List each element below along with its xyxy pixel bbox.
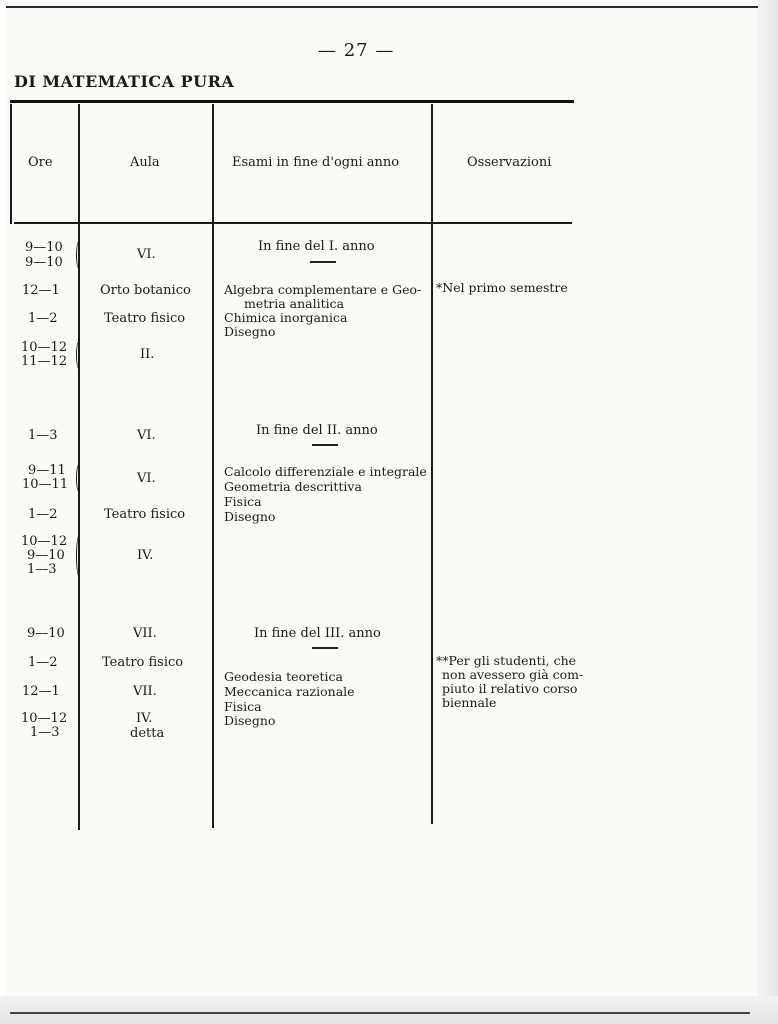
esami-cell: metria analitica <box>244 296 345 311</box>
esami-cell: Geodesia teoretica <box>224 669 343 684</box>
header-bottom-rule <box>14 222 572 224</box>
esami-cell: Calcolo differenziale e integrale <box>224 464 427 479</box>
aula-cell: VII. <box>133 684 157 699</box>
ore-cell: 9—10 <box>25 255 63 270</box>
page-edge-bottom <box>0 996 778 1024</box>
brace-icon <box>76 534 83 578</box>
column-header-aula: Aula <box>130 155 160 170</box>
ore-cell: 1—2 <box>28 311 58 326</box>
year-heading: In fine del III. anno <box>254 626 381 641</box>
heading-dash <box>312 444 338 446</box>
ore-cell: 10—11 <box>22 477 69 492</box>
ore-cell: 12—1 <box>22 684 60 699</box>
aula-cell: Teatro fisico <box>104 507 186 522</box>
ore-cell: 9—10 <box>27 626 65 641</box>
brace-icon <box>76 340 83 370</box>
ore-cell: 1—3 <box>27 562 57 577</box>
table-border-left <box>10 104 12 224</box>
aula-cell: VI. <box>137 247 156 262</box>
ore-cell: 9—10 <box>27 548 65 563</box>
column-divider-esami <box>431 104 433 824</box>
column-header-osservazioni: Osservazioni <box>467 155 552 170</box>
page-number: — 27 — <box>318 40 395 61</box>
heading-dash <box>312 647 338 649</box>
column-divider-aula <box>212 104 214 828</box>
ore-cell: 1—3 <box>28 428 58 443</box>
aula-cell: Orto botanico <box>100 283 191 298</box>
osservazioni-cell: piuto il relativo corso <box>442 681 578 696</box>
aula-cell: VI. <box>137 471 156 486</box>
aula-cell: detta <box>130 726 165 741</box>
osservazioni-cell: **Per gli studenti, che <box>436 653 577 668</box>
section-title: DI MATEMATICA PURA <box>14 72 235 91</box>
column-header-ore: Ore <box>28 155 53 170</box>
aula-cell: Teatro fisico <box>104 311 186 326</box>
ore-cell: 1—2 <box>28 507 58 522</box>
aula-cell: II. <box>140 347 155 362</box>
year-heading: In fine del I. anno <box>258 239 375 254</box>
year-heading: In fine del II. anno <box>256 423 378 438</box>
aula-cell: IV. <box>137 548 154 563</box>
aula-cell: IV. <box>136 711 153 726</box>
ore-cell: 1—2 <box>28 655 58 670</box>
esami-cell: Fisica <box>224 494 262 509</box>
esami-cell: Meccanica razionale <box>224 684 355 699</box>
ore-cell: 10—12 <box>21 711 68 726</box>
bottom-rule <box>10 1012 750 1014</box>
ore-cell: 1—3 <box>30 725 60 740</box>
esami-cell: Fisica <box>224 699 262 714</box>
esami-cell: Algebra complementare e Geo- <box>224 282 422 297</box>
osservazioni-cell: *Nel primo semestre <box>436 280 568 295</box>
osservazioni-cell: non avessero già com- <box>442 667 584 682</box>
esami-cell: Disegno <box>224 713 276 728</box>
esami-cell: Disegno <box>224 324 276 339</box>
ore-cell: 11—12 <box>21 354 68 369</box>
header-rule <box>10 100 574 103</box>
aula-cell: VII. <box>133 626 157 641</box>
heading-dash <box>310 261 336 263</box>
esami-cell: Disegno <box>224 509 276 524</box>
brace-icon <box>76 463 83 493</box>
aula-cell: VI. <box>137 428 156 443</box>
ore-cell: 9—11 <box>28 463 66 478</box>
esami-cell: Chimica inorganica <box>224 310 348 325</box>
page-edge-right <box>758 0 778 1024</box>
aula-cell: Teatro fisico <box>102 655 184 670</box>
ore-cell: 9—10 <box>25 240 63 255</box>
ore-cell: 10—12 <box>21 340 68 355</box>
brace-icon <box>76 240 83 270</box>
esami-cell: Geometria descrittiva <box>224 479 362 494</box>
ore-cell: 10—12 <box>21 534 68 549</box>
column-header-esami: Esami in fine d'ogni anno <box>232 155 400 170</box>
ore-cell: 12—1 <box>22 283 60 298</box>
osservazioni-cell: biennale <box>442 695 497 710</box>
